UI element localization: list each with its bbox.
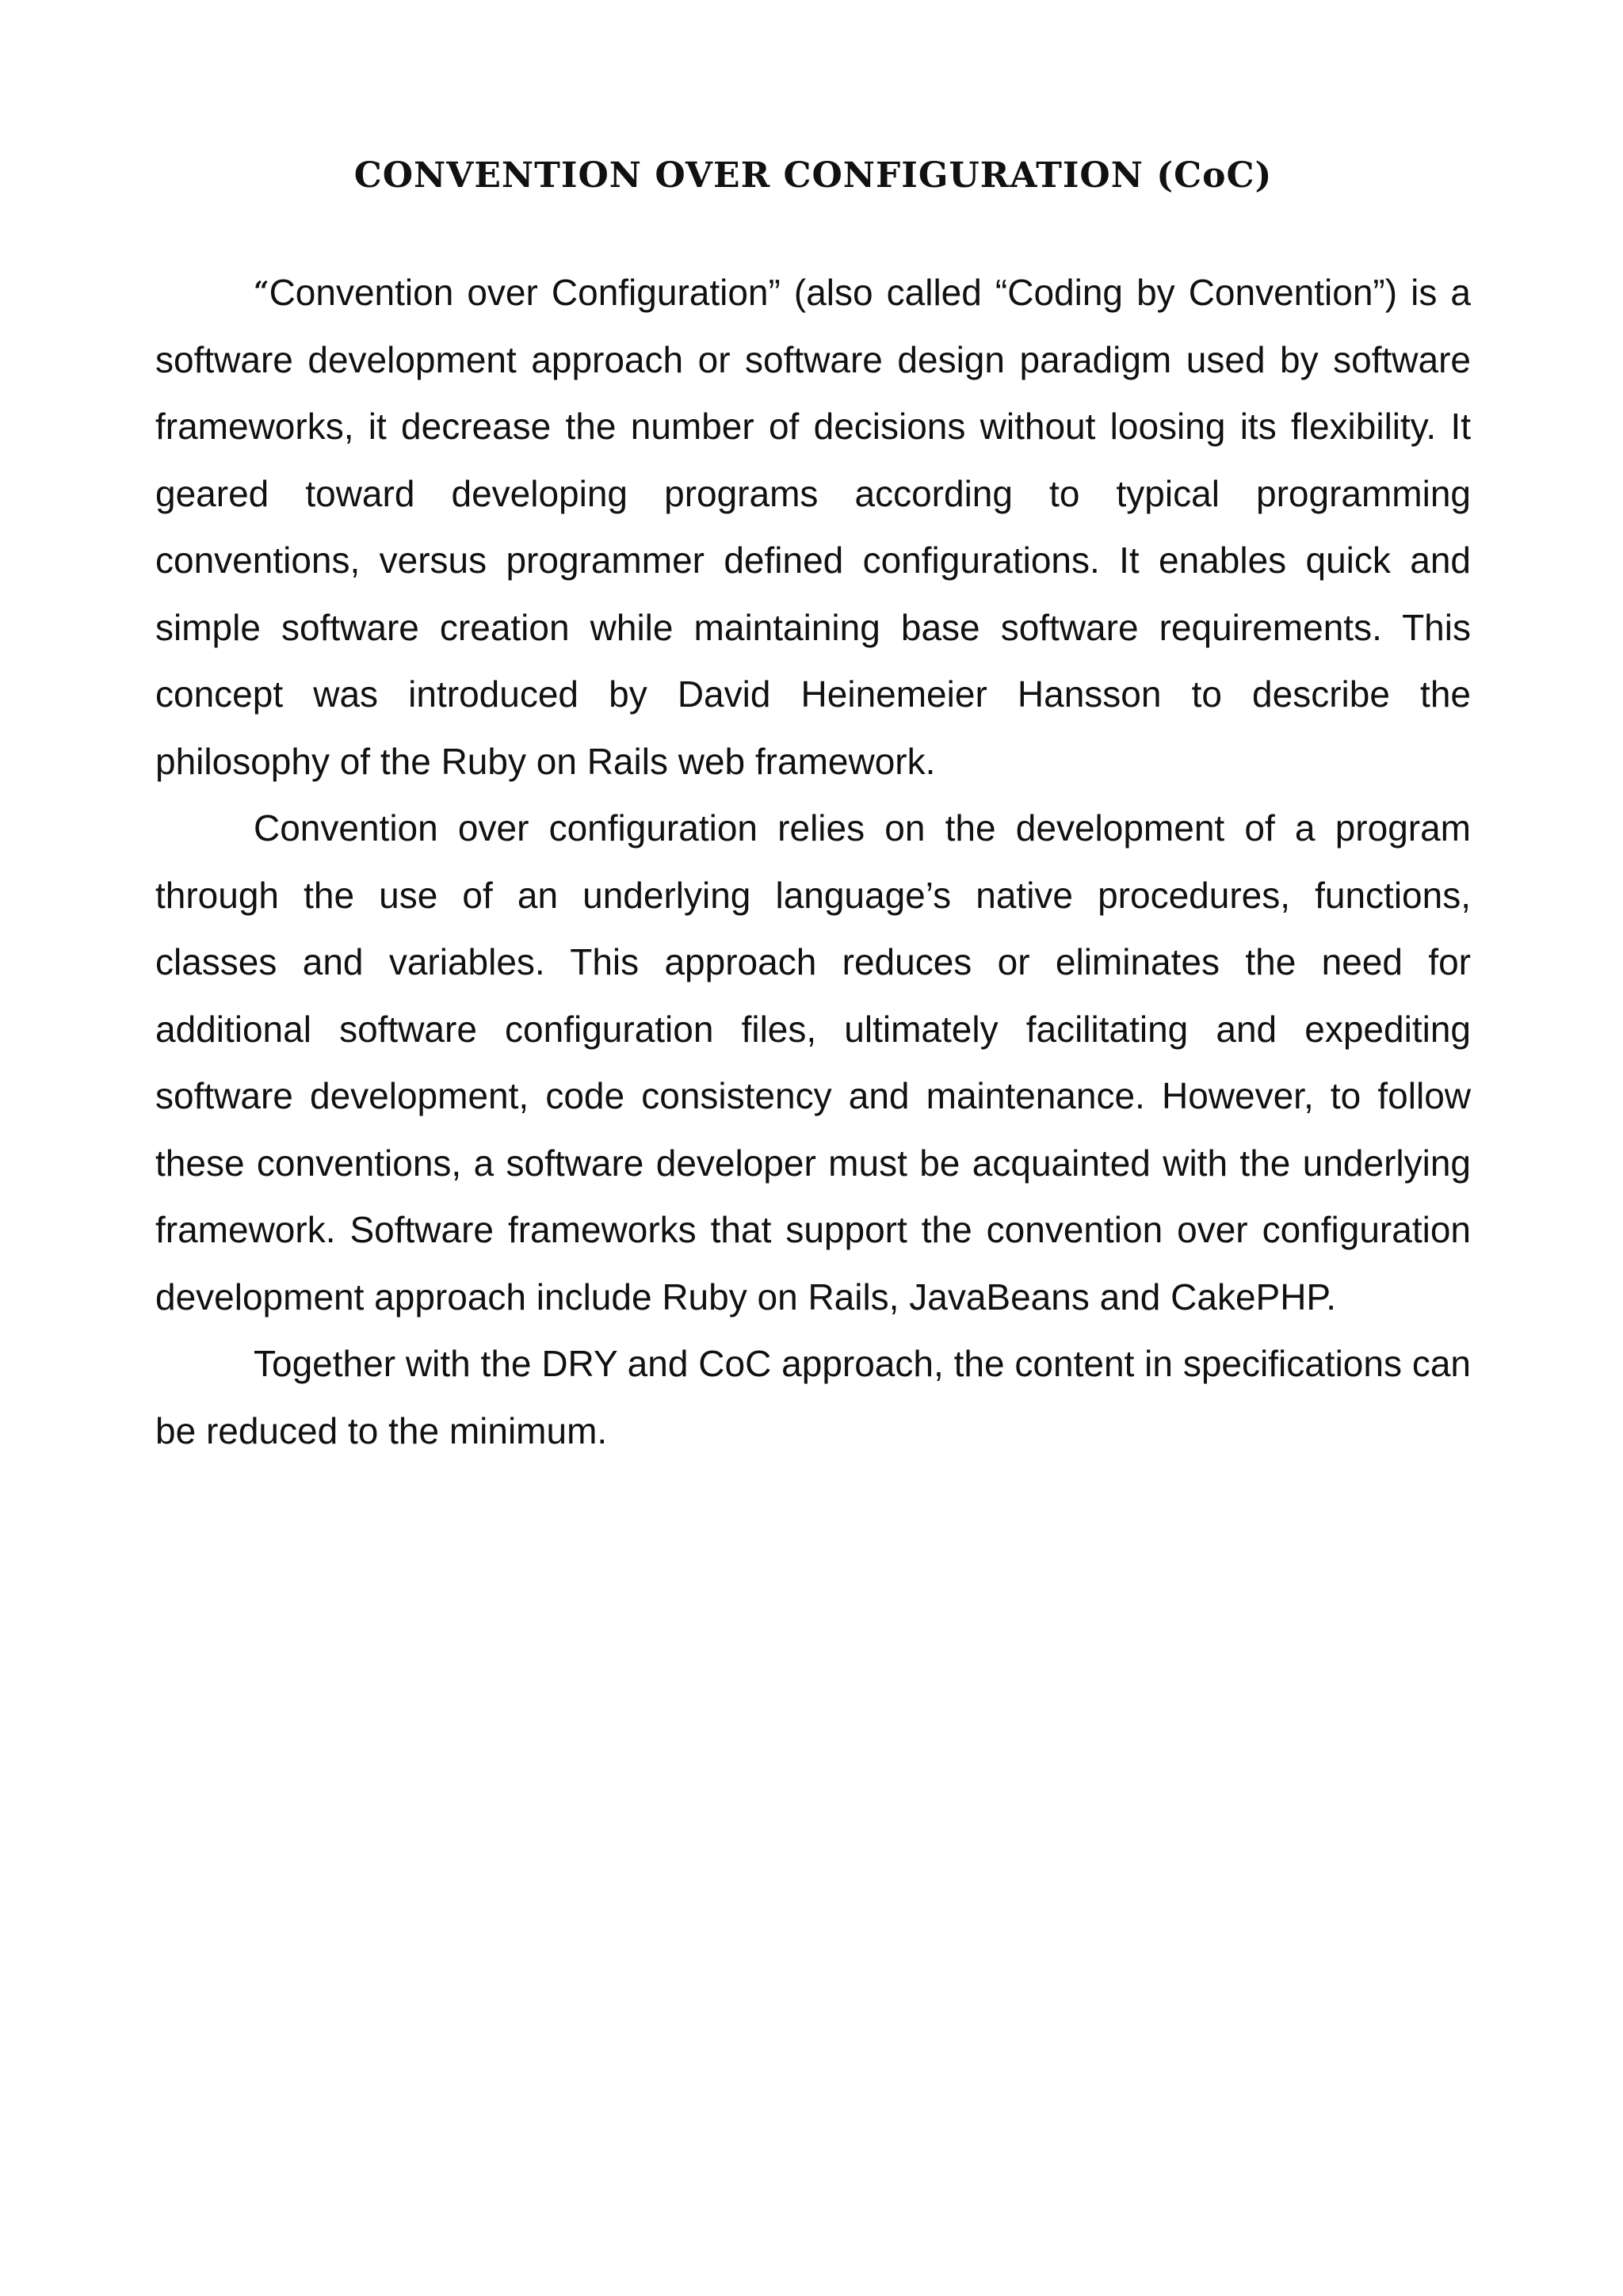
paragraph-2-text: Convention over configuration relies on the development of a program through the use of an underlying language’s native procedures, functions, classes and variables. This approach reduces or eliminates the need for additional software configuration files, ultimately facilitating and expediting software development, code consistency and maintenance. However, to follow these conventions, a software developer must be acquainted with the underlying framework. Software frameworks that support the convention over configuration development approach include Ruby on Rails, JavaBeans and CakePHP. <box>155 807 1471 1318</box>
paragraph-1 <box>155 258 1471 795</box>
paragraph-2 <box>155 795 1471 1330</box>
paragraph-1-text: Convention over Configuration” (also called “Coding by Convention”) is a software development approach or software design paradigm used by software frameworks, it decrease the number of decisions without loosing its flexibility. It geared toward developing programs according to typical programming conventions, versus programmer defined configurations. It enables quick and simple software creation while maintaining base software requirements. This concept was introduced by David Heinemeier Hansson to describe the philosophy of the Ruby on Rails web framework. <box>155 272 1471 782</box>
page-title: CONVENTION OVER CONFIGURATION (CoC) <box>353 155 1273 196</box>
paragraph-3-text: Together with the DRY and CoC approach, the content in specifications can be reduced to the minimum. <box>155 1343 1471 1451</box>
opening-quote-mark: “ <box>254 276 269 307</box>
document-body <box>155 258 1471 1464</box>
paragraph-3 <box>155 1330 1471 1464</box>
